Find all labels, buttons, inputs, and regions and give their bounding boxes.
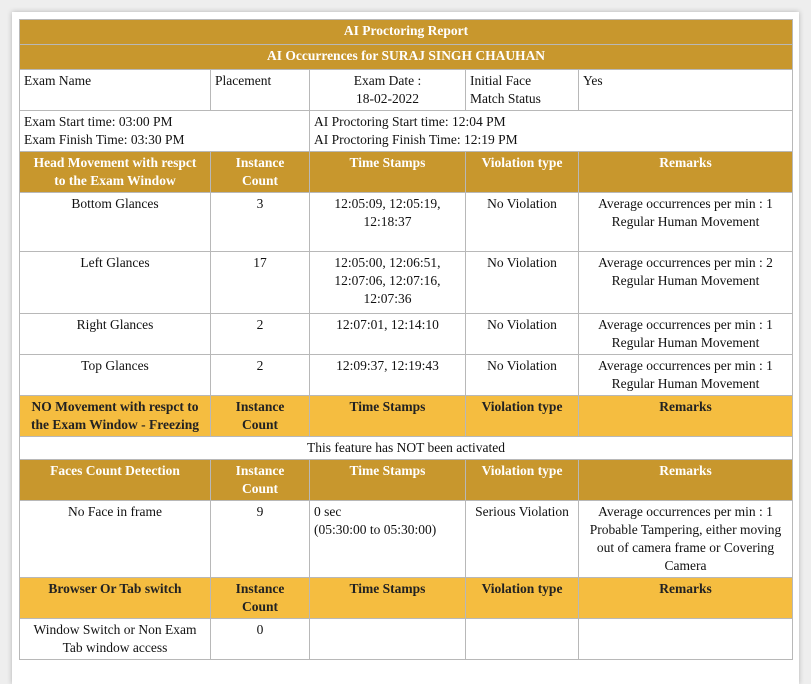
row-count: 17 <box>211 252 310 314</box>
occurrences-title-row <box>20 45 793 70</box>
table-row <box>20 252 793 314</box>
initial-face-label: Initial Face Match Status <box>466 70 579 111</box>
browser-header <box>20 578 793 619</box>
col-instance-count: Instance Count <box>211 460 310 501</box>
col-time-stamps: Time Stamps <box>310 578 466 619</box>
row-violation: No Violation <box>466 355 579 396</box>
col-time-stamps: Time Stamps <box>310 460 466 501</box>
row-stamps: 12:07:01, 12:14:10 <box>310 314 466 355</box>
row-stamps <box>310 619 466 660</box>
table-row <box>20 619 793 660</box>
exam-times-row <box>20 111 793 152</box>
row-label: Right Glances <box>20 314 211 355</box>
faces-heading: Faces Count Detection <box>20 460 211 501</box>
row-violation <box>466 619 579 660</box>
col-remarks: Remarks <box>579 578 793 619</box>
row-violation: No Violation <box>466 252 579 314</box>
occurrences-title: AI Occurrences for SURAJ SINGH CHAUHAN <box>20 45 793 70</box>
row-stamps: 12:05:00, 12:06:51, 12:07:06, 12:07:16, 12:07:36 <box>310 252 466 314</box>
row-count: 2 <box>211 355 310 396</box>
row-violation: No Violation <box>466 193 579 252</box>
feature-not-activated-note: This feature has NOT been activated <box>20 437 793 460</box>
row-remarks: Average occurrences per min : 1 Regular Human Movement <box>579 355 793 396</box>
row-violation: No Violation <box>466 314 579 355</box>
ai-proctoring-times <box>310 111 793 152</box>
row-label: Left Glances <box>20 252 211 314</box>
browser-heading: Browser Or Tab switch <box>20 578 211 619</box>
row-count: 3 <box>211 193 310 252</box>
exam-times <box>20 111 310 152</box>
row-stamps: 12:05:09, 12:05:19, 12:18:37 <box>310 193 466 252</box>
row-violation: Serious Violation <box>466 501 579 578</box>
col-violation-type: Violation type <box>466 396 579 437</box>
table-row <box>20 314 793 355</box>
exam-info-row <box>20 70 793 111</box>
row-label: Top Glances <box>20 355 211 396</box>
exam-date: Exam Date : 18-02-2022 <box>310 70 466 111</box>
col-violation-type: Violation type <box>466 578 579 619</box>
exam-name-label: Exam Name <box>20 70 211 111</box>
col-violation-type: Violation type <box>466 152 579 193</box>
proctoring-report-table <box>19 19 793 660</box>
row-label: Bottom Glances <box>20 193 211 252</box>
head-movement-heading: Head Movement with respct to the Exam Window <box>20 152 211 193</box>
row-stamps: 12:09:37, 12:19:43 <box>310 355 466 396</box>
initial-face-value: Yes <box>579 70 793 111</box>
report-page <box>12 12 799 684</box>
exam-finish-time: Exam Finish Time: 03:30 PM <box>24 132 185 147</box>
col-remarks: Remarks <box>579 396 793 437</box>
head-movement-header <box>20 152 793 193</box>
row-count: 0 <box>211 619 310 660</box>
no-movement-note-row <box>20 437 793 460</box>
row-label: Window Switch or Non Exam Tab window access <box>20 619 211 660</box>
ai-finish-time: AI Proctoring Finish Time: 12:19 PM <box>314 132 518 147</box>
row-count: 2 <box>211 314 310 355</box>
row-stamps: 0 sec (05:30:00 to 05:30:00) <box>310 501 466 578</box>
table-row <box>20 501 793 578</box>
col-time-stamps: Time Stamps <box>310 152 466 193</box>
col-remarks: Remarks <box>579 460 793 501</box>
col-time-stamps: Time Stamps <box>310 396 466 437</box>
table-row <box>20 355 793 396</box>
col-violation-type: Violation type <box>466 460 579 501</box>
faces-header <box>20 460 793 501</box>
exam-placement: Placement <box>211 70 310 111</box>
table-row <box>20 193 793 252</box>
row-remarks: Average occurrences per min : 1 Regular Human Movement <box>579 314 793 355</box>
report-title-row <box>20 20 793 45</box>
row-remarks: Average occurrences per min : 1 Probable Tampering, either moving out of camera frame or Covering Camera <box>579 501 793 578</box>
col-remarks: Remarks <box>579 152 793 193</box>
ai-start-time: AI Proctoring Start time: 12:04 PM <box>314 114 506 129</box>
no-movement-header <box>20 396 793 437</box>
row-label: No Face in frame <box>20 501 211 578</box>
col-instance-count: Instance Count <box>211 578 310 619</box>
row-remarks <box>579 619 793 660</box>
report-title: AI Proctoring Report <box>20 20 793 45</box>
no-movement-heading: NO Movement with respct to the Exam Window - Freezing <box>20 396 211 437</box>
exam-start-time: Exam Start time: 03:00 PM <box>24 114 173 129</box>
row-remarks: Average occurrences per min : 1 Regular Human Movement <box>579 193 793 252</box>
col-instance-count: Instance Count <box>211 152 310 193</box>
col-instance-count: Instance Count <box>211 396 310 437</box>
row-remarks: Average occurrences per min : 2 Regular Human Movement <box>579 252 793 314</box>
row-count: 9 <box>211 501 310 578</box>
